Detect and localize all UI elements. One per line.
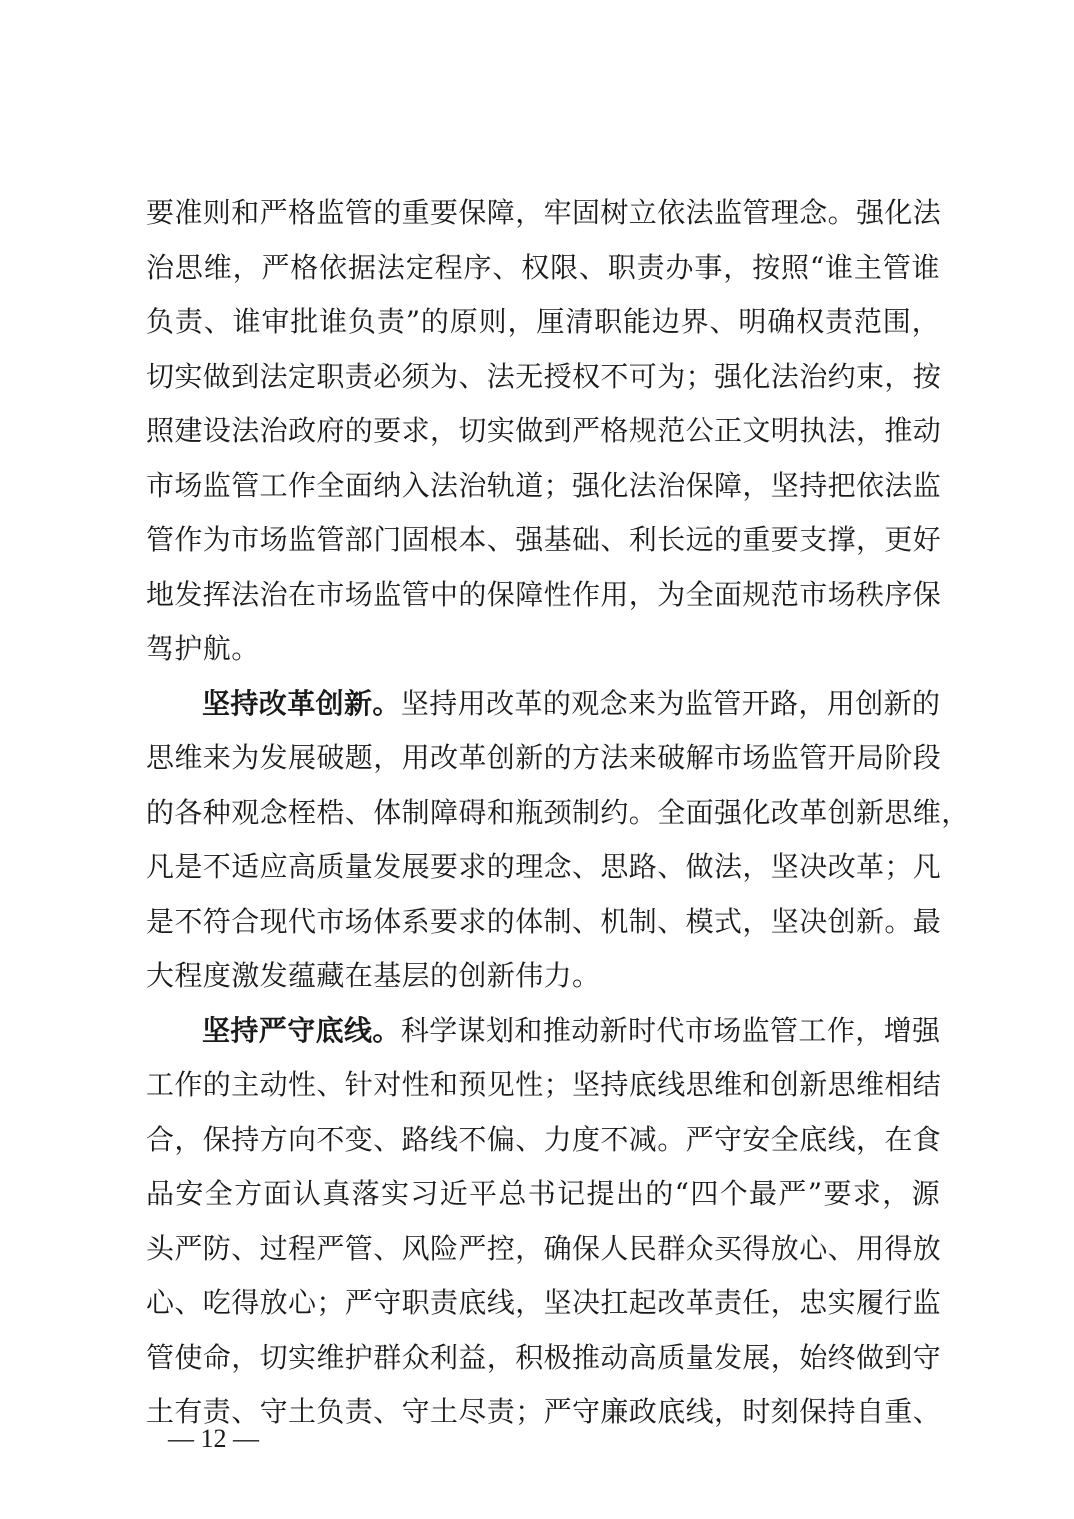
paragraph-1-line-2: 治思维，严格依据法定程序、权限、职责办事，按照“谁主管谁 xyxy=(146,251,940,284)
paragraph-1-line-9: 驾护航。 xyxy=(146,632,260,665)
paragraph-3-line-8: 土有责、守土负责、守土尽责；严守廉政底线，时刻保持自重、 xyxy=(146,1395,942,1428)
paragraph-2-first-line-text: 坚持用改革的观念来为监管开路，用创新的 xyxy=(400,687,941,720)
paragraph-3-heading: 坚持严守底线。 xyxy=(202,1014,401,1047)
paragraph-2-heading: 坚持改革创新。 xyxy=(202,687,401,720)
paragraph-2-line-2: 思维来为发展破题，用改革创新的方法来破解市场监管开局阶段 xyxy=(146,741,942,774)
paragraph-3-line-4: 品安全方面认真落实习近平总书记提出的“四个最严”要求，源 xyxy=(146,1177,940,1210)
paragraph-3-first-line xyxy=(202,1011,940,1051)
paragraph-3-line-3: 合，保持方向不变、路线不偏、力度不减。严守安全底线，在食 xyxy=(146,1123,942,1156)
paragraph-3-line-6: 心、吃得放心；严守职责底线，坚决扛起改革责任，忠实履行监 xyxy=(146,1286,942,1319)
paragraph-2-line-5: 是不符合现代市场体系要求的体制、机制、模式，坚决创新。最 xyxy=(146,905,942,938)
paragraph-2-line-6: 大程度激发蕴藏在基层的创新伟力。 xyxy=(146,959,601,992)
paragraph-1-line-4: 切实做到法定职责必须为、法无授权不可为；强化法治约束，按 xyxy=(146,360,942,393)
paragraph-3-line-5: 头严防、过程严管、风险严控，确保人民群众买得放心、用得放 xyxy=(146,1232,942,1265)
paragraph-1-line-5: 照建设法治政府的要求，切实做到严格规范公正文明执法，推动 xyxy=(146,414,942,447)
paragraph-1-line-3: 负责、谁审批谁负责”的原则，厘清职能边界、明确权责范围， xyxy=(146,305,940,338)
paragraph-3-line-7: 管使命，切实维护群众利益，积极推动高质量发展，始终做到守 xyxy=(146,1341,942,1374)
paragraph-3-first-line-text: 科学谋划和推动新时代市场监管工作，增强 xyxy=(400,1014,941,1047)
paragraph-2-first-line xyxy=(202,684,940,724)
paragraph-1-line-8: 地发挥法治在市场监管中的保障性作用，为全面规范市场秩序保 xyxy=(146,578,942,611)
paragraph-3-line-2: 工作的主动性、针对性和预见性；坚持底线思维和创新思维相结 xyxy=(146,1068,942,1101)
paragraph-1-line-1: 要准则和严格监管的重要保障，牢固树立依法监管理念。强化法 xyxy=(146,196,942,229)
paragraph-1-line-6: 市场监管工作全面纳入法治轨道；强化法治保障，坚持把依法监 xyxy=(146,469,942,502)
paragraph-1-line-7: 管作为市场监管部门固根本、强基础、利长远的重要支撑，更好 xyxy=(146,523,942,556)
paragraph-2-line-3: 的各种观念桎梏、体制障碍和瓶颈制约。全面强化改革创新思维， xyxy=(146,796,970,829)
page-number: — 12 — xyxy=(168,1424,259,1453)
paragraph-2-line-4: 凡是不适应高质量发展要求的理念、思路、做法，坚决改革；凡 xyxy=(146,850,942,883)
